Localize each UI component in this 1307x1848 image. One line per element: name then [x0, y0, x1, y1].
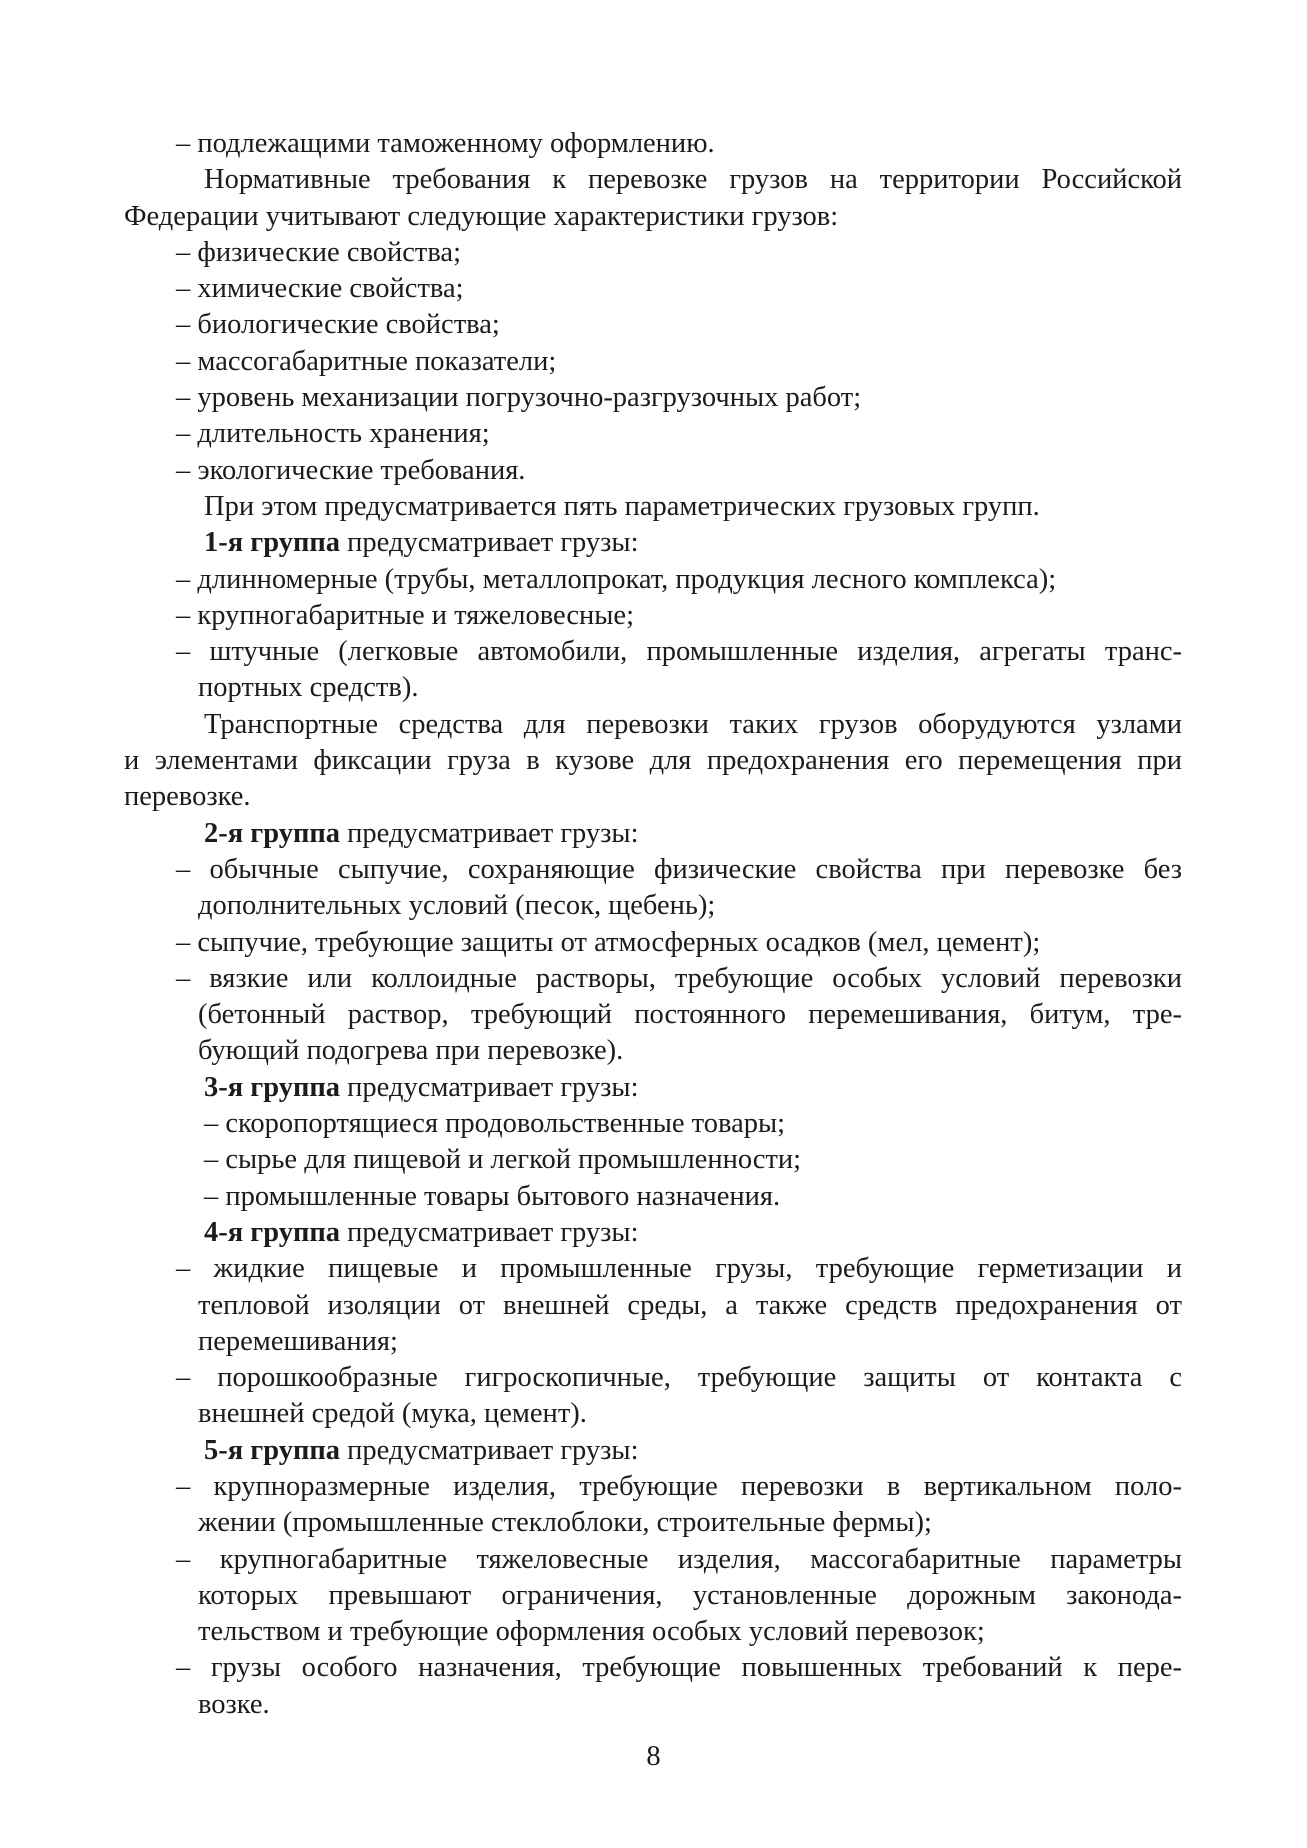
list-item-continuation: внешней средой (мука, цемент). — [198, 1398, 587, 1430]
group-heading — [124, 1070, 1182, 1106]
list-item: – штучные (легковые автомобили, промышленные изделия, агрегаты транс- — [176, 636, 1182, 668]
group-heading-text: предусматривает грузы: — [340, 1216, 639, 1248]
list-item-continuation: возке. — [198, 1688, 270, 1720]
group-heading — [124, 1433, 1182, 1469]
paragraph-line: перевозке. — [124, 781, 251, 813]
group-heading — [124, 816, 1182, 852]
list-item: – массогабаритные показатели; — [176, 345, 557, 377]
list-item-continuation: бующий подогрева при перевозке). — [198, 1035, 624, 1067]
group-title: 2-я группа — [204, 817, 341, 849]
paragraph-line: и элементами фиксации груза в кузове для предохранения его перемещения при — [124, 745, 1182, 777]
group-title: 1-я группа — [204, 527, 341, 559]
list-item: – вязкие или коллоидные растворы, требующие особых условий перевозки — [176, 962, 1182, 994]
list-item: – промышленные товары бытового назначения. — [204, 1180, 781, 1212]
list-item: – биологические свойства; — [176, 309, 500, 341]
list-item: – экологические требования. — [176, 454, 526, 486]
group-heading-text: предусматривает грузы: — [340, 527, 639, 559]
list-item: – грузы особого назначения, требующие повышенных требований к пере- — [176, 1652, 1182, 1684]
list-item: – крупногабаритные тяжеловесные изделия, массогабаритные параметры — [176, 1543, 1182, 1575]
group-title: 4-я группа — [204, 1216, 341, 1248]
list-item-continuation: тельством и требующие оформления особых условий перевозок; — [198, 1616, 985, 1648]
list-item: – сырье для пищевой и легкой промышленности; — [204, 1144, 802, 1176]
page-body — [124, 126, 1182, 1723]
list-item-continuation: перемешивания; — [198, 1325, 398, 1357]
list-item-continuation: которых превышают ограничения, установленные дорожным законода- — [198, 1579, 1182, 1611]
list-item: – длинномерные (трубы, металлопрокат, продукция лесного комплекса); — [176, 563, 1057, 595]
paragraph-line: При этом предусматривается пять параметрических грузовых групп. — [204, 490, 1040, 522]
list-item: – скоропортящиеся продовольственные товары; — [204, 1108, 786, 1140]
group-title: 5-я группа — [204, 1434, 341, 1466]
group-heading-text: предусматривает грузы: — [340, 1071, 639, 1103]
list-item: – подлежащими таможенному оформлению. — [176, 128, 715, 159]
page-number: 8 — [646, 1741, 661, 1772]
paragraph-line: Нормативные требования к перевозке грузов на территории Российской — [204, 164, 1182, 196]
list-item: – сыпучие, требующие защиты от атмосферных осадков (мел, цемент); — [176, 926, 1041, 958]
list-item-continuation: тепловой изоляции от внешней среды, а также средств предохранения от — [198, 1289, 1182, 1321]
list-item-continuation: портных средств). — [198, 672, 419, 704]
list-item: – обычные сыпучие, сохраняющие физические свойства при перевозке без — [176, 853, 1182, 885]
group-title: 3-я группа — [204, 1071, 341, 1103]
list-item-continuation: жении (промышленные стеклоблоки, строительные фермы); — [198, 1507, 932, 1539]
list-item-continuation: (бетонный раствор, требующий постоянного перемешивания, битум, тре- — [198, 999, 1182, 1031]
list-item-continuation: дополнительных условий (песок, щебень); — [198, 890, 716, 922]
list-item: – физические свойства; — [176, 236, 461, 268]
list-item: – порошкообразные гигроскопичные, требующие защиты от контакта с — [176, 1362, 1182, 1394]
list-item: – длительность хранения; — [176, 418, 490, 450]
group-heading-text: предусматривает грузы: — [340, 1434, 639, 1466]
list-item: – жидкие пищевые и промышленные грузы, требующие герметизации и — [176, 1253, 1182, 1285]
group-heading — [124, 1215, 1182, 1251]
list-item: – крупноразмерные изделия, требующие перевозки в вертикальном поло- — [176, 1470, 1182, 1502]
paragraph-line: Транспортные средства для перевозки таких грузов оборудуются узлами — [204, 708, 1182, 740]
list-item: – уровень механизации погрузочно-разгрузочных работ; — [176, 382, 862, 414]
list-item: – химические свойства; — [176, 273, 464, 305]
paragraph-line: Федерации учитывают следующие характеристики грузов: — [124, 200, 839, 232]
group-heading-text: предусматривает грузы: — [340, 817, 639, 849]
list-item: – крупногабаритные и тяжеловесные; — [176, 599, 634, 631]
group-heading — [124, 525, 1182, 561]
